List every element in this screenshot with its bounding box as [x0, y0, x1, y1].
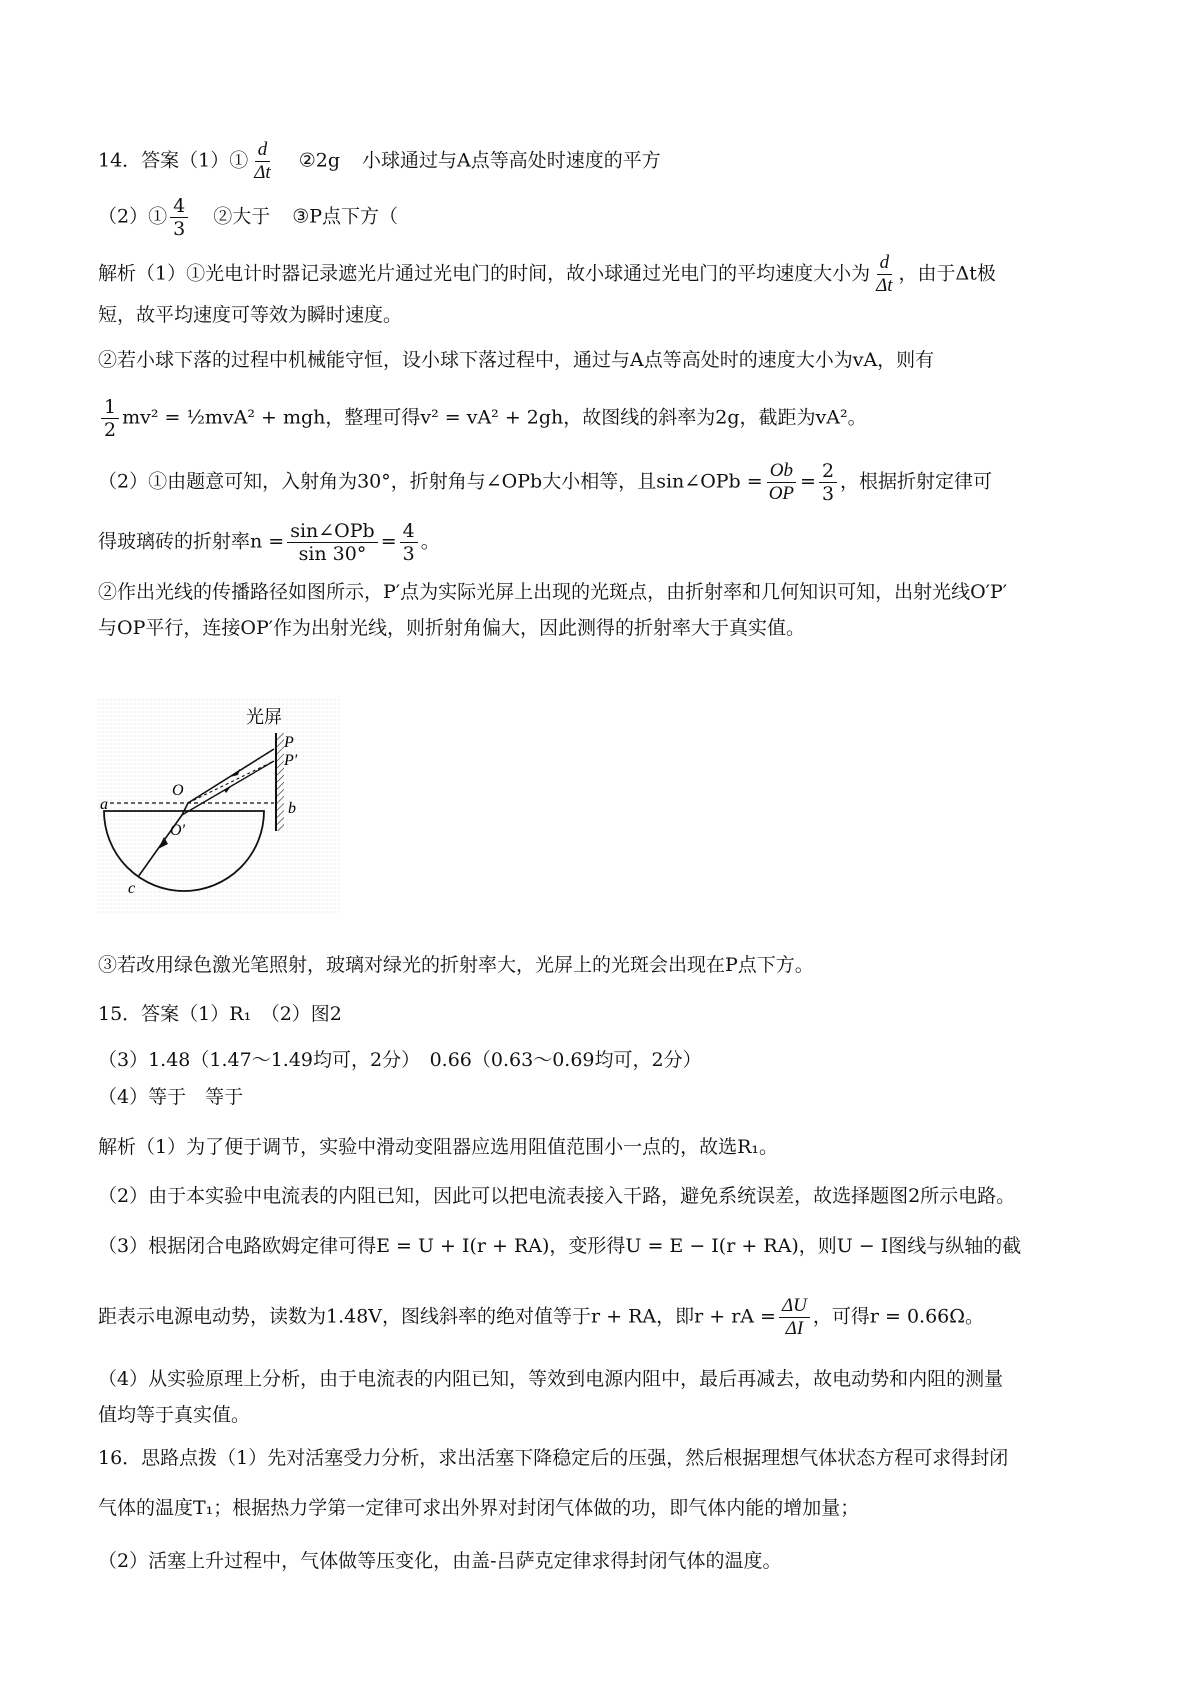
- explanation-text: 得玻璃砖的折射率n =: [98, 530, 285, 553]
- explanation-fraction: [873, 252, 895, 297]
- q15-explanation-1: 解析（1）为了便于调节，实验中滑动变阻器应选用阻值范围小一点的，故选R₁。: [98, 1136, 779, 1158]
- q14-part2-answer: [98, 195, 398, 240]
- fraction-denominator: Δt: [254, 162, 271, 183]
- q15-explanation-4: [98, 1295, 984, 1340]
- equation-text: mv² = ½mvA² + mgh，整理可得v² = vA² + 2gh，故图线的斜率为2g，截距为vA²。: [122, 406, 867, 429]
- fraction-denominator: ΔI: [785, 1318, 804, 1339]
- screen-hatching: [277, 733, 284, 831]
- label-P: P: [284, 734, 294, 751]
- fraction-denominator: 3: [821, 483, 835, 505]
- label-b: b: [288, 800, 296, 817]
- screen-label: 光屏: [246, 707, 282, 728]
- fraction-denominator: 3: [402, 543, 415, 565]
- q14-explanation-2: ②若小球下落的过程中机械能守恒，设小球下落过程中，通过与A点等高处时的速度大小为vA，则有: [98, 349, 935, 371]
- fraction-numerator: 1: [101, 396, 119, 419]
- ob-op-fraction: [766, 460, 797, 505]
- refraction-diagram: [98, 699, 340, 915]
- q14-explanation-1-cont: 短，故平均速度可等效为瞬时速度。: [98, 304, 403, 326]
- q15-part4: （4）等于 等于: [98, 1086, 244, 1108]
- fraction-numerator: 2: [819, 460, 837, 483]
- q15-explanation-2: （2）由于本实验中电流表的内阻已知，因此可以把电流表接入干路，避免系统误差，故选择题图2所示电路。: [98, 1185, 1016, 1207]
- q15-explanation-6: 值均等于真实值。: [98, 1404, 251, 1426]
- q16-line-2: 气体的温度T₁；根据热力学第一定律可求出外界对封闭气体做的功，即气体内能的增加量；: [98, 1497, 860, 1519]
- q15-explanation-3: （3）根据闭合电路欧姆定律可得E = U + I(r + RA)，变形得U = E − I(r + RA)，则U − I图线与纵轴的截: [98, 1235, 1022, 1257]
- fraction-denominator: Δt: [876, 275, 893, 296]
- q14-explanation-6: 与OP平行，连接OP′作为出射光线，则折射角偏大，因此测得的折射率大于真实值。: [98, 617, 806, 639]
- explanation-text: ，根据折射定律可: [840, 470, 993, 493]
- q14-answer-prefix: 14．答案（1）①: [98, 149, 249, 172]
- q16-line-3: （2）活塞上升过程中，气体做等压变化，由盖-吕萨克定律求得封闭气体的温度。: [98, 1550, 782, 1572]
- delta-u-over-delta-i: [779, 1295, 810, 1340]
- fraction-numerator: d: [877, 252, 893, 275]
- fraction-numerator: ΔU: [779, 1295, 810, 1318]
- explanation-text: ，由于Δt极: [898, 262, 996, 285]
- q14-explanation-4: [98, 520, 440, 565]
- fraction-numerator: 4: [400, 520, 418, 543]
- q14-ans3: 小球通过与A点等高处时速度的平方: [362, 149, 661, 172]
- label-O-prime: O′: [170, 822, 186, 839]
- q14-part2-fraction: [170, 195, 188, 240]
- q16-line-1: 16．思路点拨（1）先对活塞受力分析，求出活塞下降稳定后的压强，然后根据理想气体状态方程可求得封闭: [98, 1447, 1009, 1469]
- q15-explanation-5: （4）从实验原理上分析，由于电流表的内阻已知，等效到电源内阻中，最后再减去，故电动势和内阻的测量: [98, 1368, 1004, 1390]
- fraction-denominator: OP: [768, 483, 795, 504]
- refraction-diagram-svg: [98, 699, 340, 915]
- q14-part2-ans2: ②大于: [213, 205, 271, 228]
- label-a: a: [100, 796, 108, 813]
- fraction-numerator: 4: [170, 195, 188, 218]
- q14-explanation-1: [98, 252, 996, 297]
- four-thirds-fraction: [400, 520, 418, 565]
- explanation-text: 解析（1）①光电计时器记录遮光片通过光电门的时间，故小球通过光电门的平均速度大小为: [98, 262, 871, 285]
- equals-sign: =: [380, 530, 397, 553]
- two-thirds-fraction: [819, 460, 837, 505]
- fraction-denominator: sin 30°: [298, 543, 367, 565]
- explanation-text: 距表示电源电动势，读数为1.48V，图线斜率的绝对值等于r + RA，即r + rA =: [98, 1305, 776, 1328]
- fraction-numerator: d: [255, 139, 271, 162]
- q15-answer: 15．答案（1）R₁ （2）图2: [98, 1003, 342, 1025]
- equals-sign: =: [800, 470, 816, 493]
- half-fraction: [101, 396, 119, 441]
- q14-answer: [98, 139, 661, 184]
- q14-ans1-fraction: [251, 139, 273, 184]
- label-P-prime: P′: [284, 752, 298, 769]
- explanation-text: ，可得r = 0.66Ω。: [812, 1305, 984, 1328]
- q14-part2-ans3: ③P点下方（: [292, 205, 399, 228]
- label-O: O: [172, 782, 184, 799]
- fraction-numerator: sin∠OPb: [287, 520, 378, 543]
- sin-ratio-fraction: [287, 520, 378, 565]
- q14-part2-prefix: （2）①: [98, 205, 168, 228]
- q14-explanation-5: ②作出光线的传播路径如图所示，P′点为实际光屏上出现的光斑点，由折射率和几何知识可知，出射光线O′P′: [98, 581, 1008, 603]
- fraction-denominator: 2: [104, 419, 117, 441]
- q14-explanation-7: ③若改用绿色激光笔照射，玻璃对绿光的折射率大，光屏上的光斑会出现在P点下方。: [98, 954, 814, 976]
- explanation-text: （2）①由题意可知，入射角为30°，折射角与∠OPb大小相等，且sin∠OPb =: [98, 470, 763, 493]
- label-c: c: [128, 880, 136, 897]
- q14-equation-line: [98, 396, 867, 441]
- q14-explanation-3: [98, 460, 992, 505]
- explanation-text: 。: [420, 530, 440, 553]
- fraction-numerator: Ob: [767, 460, 796, 483]
- q15-part3: （3）1.48（1.47～1.49均可，2分） 0.66（0.63～0.69均可，2分）: [98, 1049, 702, 1071]
- q14-ans2: ②2g: [298, 149, 340, 172]
- fraction-denominator: 3: [173, 218, 186, 240]
